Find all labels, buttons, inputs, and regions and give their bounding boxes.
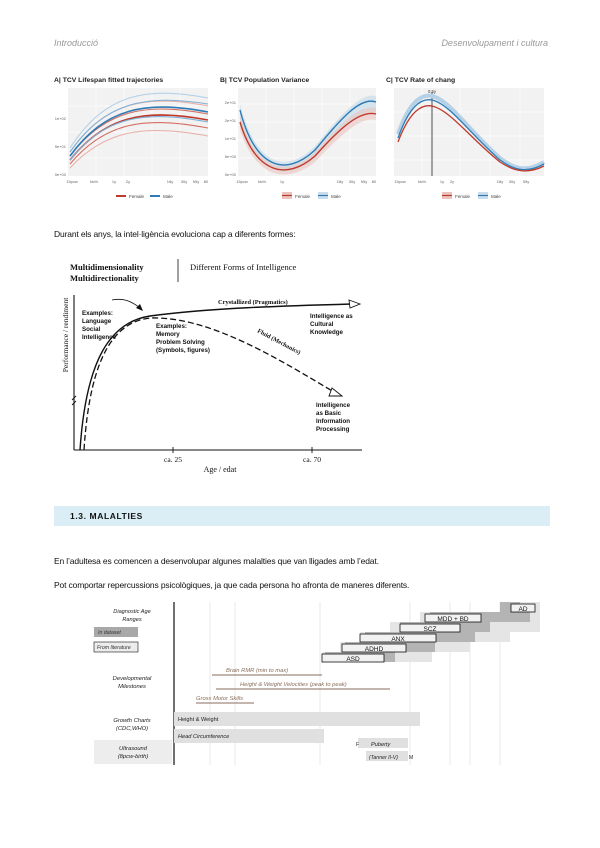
panel-a (54, 77, 209, 199)
panel-b-xtick: birth (258, 179, 266, 184)
label-developmental: Developmental (112, 676, 152, 682)
basic-line: Information (316, 418, 351, 425)
crystallized-label: Crystallized (Pragmatics) (218, 299, 288, 306)
puberty-f: F (356, 742, 360, 748)
panel-a-xtick: 2y (125, 179, 131, 184)
mid-examples-line: (Symbols, figures) (156, 347, 210, 354)
panel-a-legend (116, 194, 173, 199)
panel-b-xtick: 1y (279, 179, 285, 184)
panel-c-title: C| TCV Rate of chang (386, 77, 456, 84)
basic-line: as Basic (316, 410, 342, 417)
paragraph-diseases: En l’adultesa es comencen a desenvolupar algunes malalties que van lligades amb l’edat. (54, 556, 379, 566)
cultural-line: Cultural (310, 321, 334, 328)
panel-a-xtick: 80 (203, 179, 209, 184)
label-growth-charts: (CDC,WHO) (115, 726, 149, 732)
label-diagnostic: Ranges (122, 617, 142, 623)
x-tick-70: ca. 70 (303, 455, 321, 464)
disorder-mdd-bd: MDD + BD (437, 616, 469, 623)
disorder-asd: ASD (346, 656, 360, 663)
panel-b-ytick: 2e+01 (224, 100, 236, 105)
paragraph-repercussions: Pot comportar repercussions psicològiques, ja que cada persona ho afronta de maneres diferents. (54, 580, 410, 590)
panel-a-ytick: 1e+02 (54, 116, 66, 121)
panel-c-xtick: 55y (522, 179, 530, 184)
panel-b-xtick: 30y (348, 179, 356, 184)
left-examples-line: Examples: (82, 310, 113, 317)
y-axis-label: Performance / rendiment (61, 297, 70, 373)
panel-b (220, 77, 377, 199)
section-title: 1.3. MALALTIES (70, 511, 143, 521)
panel-b-xtick: 55y (360, 179, 368, 184)
header-left: Introducció (54, 38, 99, 48)
disorder-scz: SCZ (423, 626, 437, 633)
panel-c-peak-label: 0.5y (428, 89, 436, 94)
legend-female: Female (295, 194, 311, 199)
mid-examples-line: Problem Solving (156, 339, 205, 346)
heading-different-forms: Different Forms of Intelligence (190, 262, 297, 272)
panel-a-xtick: 1y (111, 179, 117, 184)
panel-c-legend (442, 192, 501, 199)
basic-line: Processing (316, 426, 350, 433)
left-examples-line: Social (82, 326, 101, 333)
header-right: Desenvolupament i cultura (441, 38, 548, 48)
puberty-label: Puberty (371, 742, 391, 748)
label-from-literature: From literature (97, 645, 131, 651)
puberty-m: M (409, 755, 414, 761)
legend-female: Female (455, 194, 471, 199)
panel-a-xtick: 15pcw (66, 179, 78, 184)
milestone-gross-motor: Gross Motor Skills (196, 696, 244, 702)
paragraph-intelligence: Durant els anys, la intel·ligència evoluciona cap a diferents formes: (54, 229, 296, 239)
legend-female: Female (129, 194, 145, 199)
panel-b-ytick: 0e+00 (224, 172, 236, 177)
cultural-line: Knowledge (310, 329, 344, 336)
panel-c-xtick: birth (418, 179, 426, 184)
label-ultrasound: Ultrasound (118, 746, 148, 752)
x-tick-25: ca. 25 (164, 455, 182, 464)
panel-b-ytick: 5e+00 (224, 154, 236, 159)
milestone-height-weight: Height & Weight Velocities (peak to peak) (240, 682, 347, 688)
panel-b-legend (282, 192, 341, 199)
panel-a-xtick: 30y (180, 179, 188, 184)
legend-male: Male (491, 194, 501, 199)
figure-tcv-panels (50, 72, 550, 207)
fluid-label: Fluid (Mechanics) (256, 327, 302, 357)
panel-b-xtick: 80 (371, 179, 377, 184)
panel-a-title: A| TCV Lifespan fitted trajectories (54, 77, 164, 84)
panel-a-xtick: birth (90, 179, 98, 184)
panel-c (386, 77, 544, 199)
label-growth-charts: Growth Charts (113, 718, 151, 724)
figure-age-ranges (90, 600, 540, 770)
panel-a-xtick: 18y (166, 179, 174, 184)
heading-multidimensionality: Multidimensionality (70, 262, 144, 272)
legend-male: Male (331, 194, 341, 199)
panel-a-ytick: 5e+01 (54, 144, 66, 149)
cultural-line: Intelligence as (310, 313, 353, 320)
panel-b-xtick: 18y (336, 179, 344, 184)
panel-c-xtick: 2y (449, 179, 455, 184)
fluid-curve (84, 318, 334, 450)
panel-c-xtick: 1y (439, 179, 445, 184)
section-header (54, 506, 550, 526)
panel-b-ytick: 2e+01 (224, 118, 236, 123)
panel-b-title: B| TCV Population Variance (220, 77, 310, 84)
disorder-adhd: ADHD (364, 646, 384, 653)
panel-a-xtick: 55y (192, 179, 200, 184)
growth-head-circumference: Head Circumference (178, 734, 230, 740)
growth-height-weight: Height & Weight (178, 717, 219, 723)
panel-a-ytick: 0e+00 (54, 172, 66, 177)
heading-multidirectionality: Multidirectionality (70, 273, 139, 283)
left-examples-line: Intelligence (82, 334, 117, 341)
panel-b-ytick: 1e+01 (224, 136, 236, 141)
puberty-tanner: (Tanner II-V) (369, 755, 398, 761)
x-axis-label: Age / edat (203, 465, 237, 474)
basic-line: Intelligence (316, 402, 351, 409)
mid-examples-line: Examples: (156, 323, 187, 330)
disorder-ad: AD (518, 606, 528, 613)
legend-male: Male (163, 194, 173, 199)
disorder-anx: ANX (391, 636, 405, 643)
label-ultrasound: (8pcw-birth) (117, 754, 149, 760)
label-developmental: Milestones (118, 684, 146, 690)
figure-intelligence-forms (60, 250, 370, 476)
panel-c-xtick: 15pcw (394, 179, 406, 184)
milestone-brain-rmr: Brain RMR (min to max) (226, 668, 289, 674)
panel-b-xtick: 15pcw (236, 179, 248, 184)
mid-examples-line: Memory (156, 331, 180, 338)
panel-c-xtick: 18y (496, 179, 504, 184)
label-in-dataset: In dataset (98, 630, 121, 636)
label-diagnostic: Diagnostic Age (113, 609, 151, 615)
panel-c-xtick: 30y (508, 179, 516, 184)
left-examples-line: Language (82, 318, 112, 325)
